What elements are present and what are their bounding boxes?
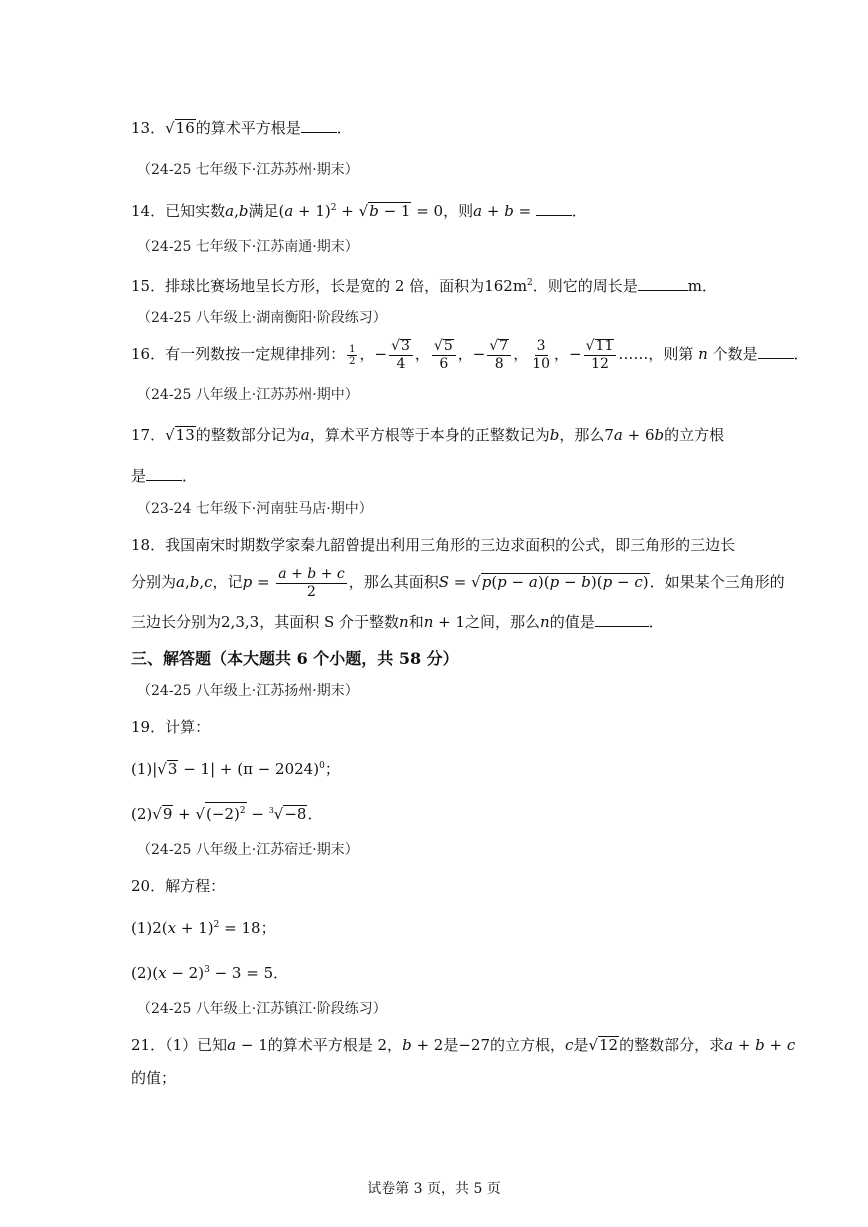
question-source: （24-25 八年级上·江苏扬州·期末） [137, 683, 359, 699]
question-19-part-2: $(2)√9 + √(-2)^2 - ^3√-8$． [131, 801, 323, 824]
question-18-line-3: 三边长分别为2,3,3，其面积 S 介于整数n和n + 1之间，那么n的值是 ． [131, 613, 664, 631]
answer-blank [638, 276, 688, 291]
question-source: （23-24 七年级下·河南驻马店·期中） [137, 501, 373, 517]
question-20-part-1: $(1)2(x + 1)^2 = 18$； [131, 919, 276, 937]
question-16: 16．有一列数按一定规律排列： $\frac{1}{2}$ ，− $\frac{√3}{4}$ ， $\frac{√5}{6}$ ，− $\frac{√7}{8}$ ， $\frac{3}{10}$ ，− $\frac{√11}{12}$ ……，则第 n 个数是 ． [131, 337, 809, 372]
question-13: 13．√16的算术平方根是 ． [131, 119, 352, 137]
answer-blank [536, 201, 572, 216]
question-18-line-2: 分别为a,b,c，记p = $\frac{a + b + c}{2}$ ，那么其面积S = √p(p − a)(p − b)(p − c)．如果某个三角形的 [131, 565, 785, 600]
question-19-title: 19．计算： [131, 718, 211, 736]
question-17-line-2: 是 ． [131, 467, 198, 485]
question-14: 14．已知实数a,b满足$(a + 1)^2 + √b - 1 = 0$，则a + b = ． [131, 202, 587, 220]
question-19-part-1: $(1)|√3 - 1| + (\pi - 2024)^0$； [131, 760, 340, 778]
answer-blank [146, 466, 182, 481]
section-heading: 三、解答题（本大题共 6 个小题，共 58 分） [131, 649, 459, 668]
question-20-title: 20．解方程： [131, 877, 226, 895]
question-source: （24-25 八年级上·江苏宿迁·期末） [137, 842, 359, 858]
question-source: （24-25 八年级上·湖南衡阳·阶段练习） [137, 310, 387, 326]
question-21-line-2: 的值； [131, 1069, 177, 1087]
question-18: 18．我国南宋时期数学家秦九韶曾提出利用三角形的三边求面积的公式，即三角形的三边长 [131, 536, 736, 554]
page-footer: 试卷第 3 页，共 5 页 [367, 1181, 501, 1197]
question-17: 17．√13的整数部分记为a，算术平方根等于本身的正整数记为b，那么7a + 6b的立方根 [131, 426, 725, 444]
answer-blank [301, 118, 337, 133]
question-20-part-2: $(2)(x - 2)^3 - 3 = 5$． [131, 964, 289, 982]
answer-blank [758, 344, 794, 359]
question-source: （24-25 七年级下·江苏南通·期末） [137, 239, 359, 255]
question-21: 21．（1）已知a − 1的算术平方根是 2，b + 2是−27的立方根，c是√12的整数部分，求a + b + c [131, 1036, 796, 1054]
question-15: 15．排球比赛场地呈长方形，长是宽的 2 倍，面积为$162m^2$．则它的周长是 m． [131, 277, 718, 295]
question-source: （24-25 八年级上·江苏苏州·期中） [137, 387, 359, 403]
question-source: （24-25 七年级下·江苏苏州·期末） [137, 162, 359, 178]
question-source: （24-25 八年级上·江苏镇江·阶段练习） [137, 1001, 387, 1017]
answer-blank [595, 612, 649, 627]
